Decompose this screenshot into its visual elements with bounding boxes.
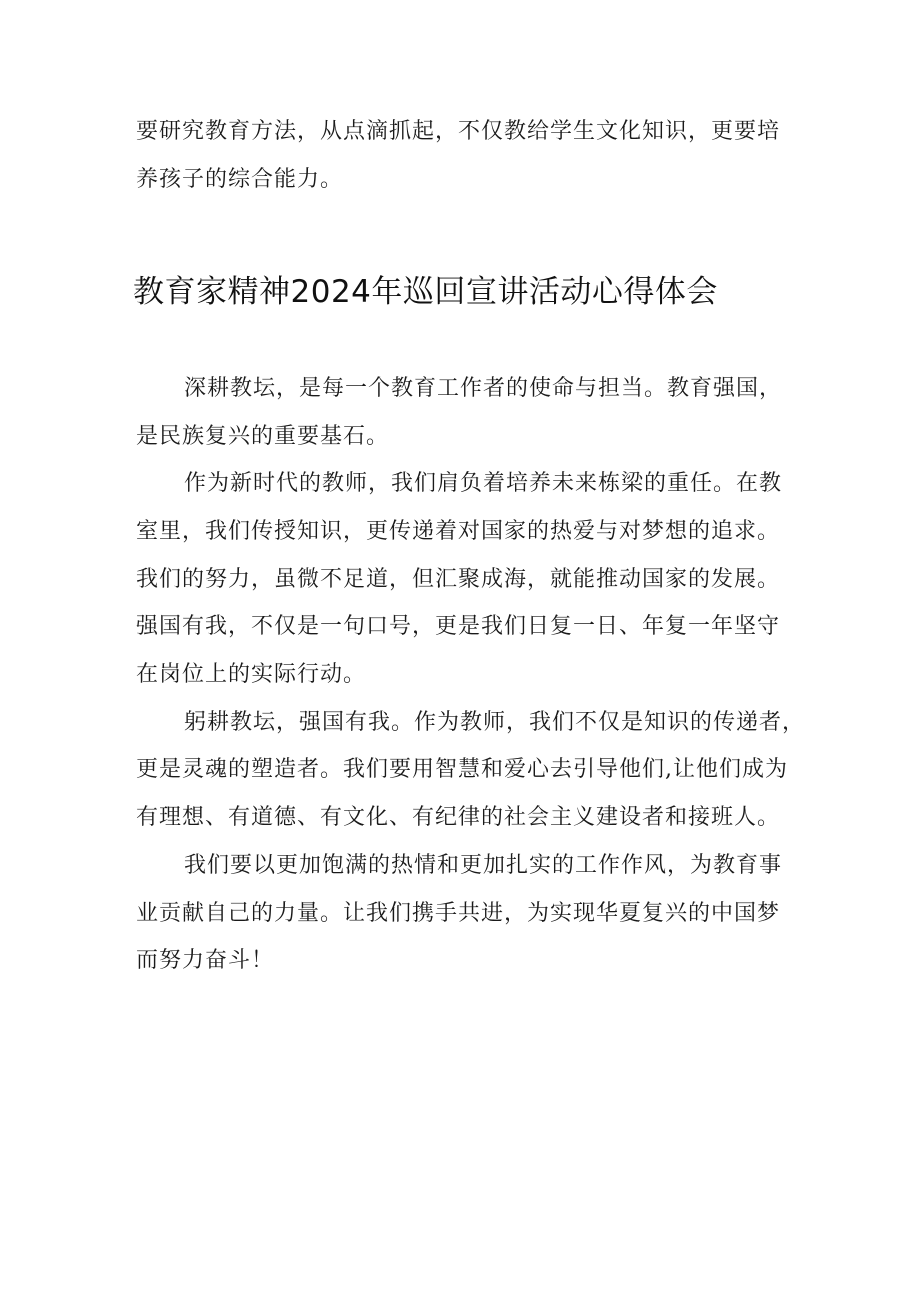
paragraph-4-line-3: 而努力奋斗！ xyxy=(136,948,275,973)
intro-line-1: 要研究教育方法，从点滴抓起，不仅教给学生文化知识，更要培 xyxy=(136,119,781,144)
intro-line-2: 养孩子的综合能力。 xyxy=(136,167,344,192)
paragraph-4-line-2: 业贡献自己的力量。让我们携手共进，为实现华夏复兴的中国梦 xyxy=(136,901,781,926)
paragraph-3-line-2: 更是灵魂的塑造者。我们要用智慧和爱心去引导他们,让他们成为 xyxy=(136,757,788,782)
paragraph-2-line-4: 强国有我，不仅是一句口号，更是我们日复一日、年复一年坚守 xyxy=(136,614,781,639)
paragraph-1-line-2: 是民族复兴的重要基石。 xyxy=(136,424,390,449)
document-title: 教育家精神2024年巡回宣讲活动心得体会 xyxy=(133,274,718,310)
paragraph-1-line-1: 深耕教坛，是每一个教育工作者的使命与担当。教育强国， xyxy=(184,376,783,401)
paragraph-4-line-1: 我们要以更加饱满的热情和更加扎实的工作作风，为教育事 xyxy=(184,853,783,878)
paragraph-2-line-1: 作为新时代的教师，我们肩负着培养未来栋梁的重任。在教 xyxy=(184,471,783,496)
paragraph-3-line-1: 躬耕教坛，强国有我。作为教师，我们不仅是知识的传递者， xyxy=(184,710,806,735)
paragraph-3-line-3: 有理想、有道德、有文化、有纪律的社会主义建设者和接班人。 xyxy=(136,805,781,830)
paragraph-2-line-3: 我们的努力，虽微不足道，但汇聚成海，就能推动国家的发展。 xyxy=(136,567,781,592)
paragraph-2-line-2: 室里，我们传授知识，更传递着对国家的热爱与对梦想的追求。 xyxy=(136,519,781,544)
paragraph-2-line-5: 在岗位上的实际行动。 xyxy=(136,662,367,687)
